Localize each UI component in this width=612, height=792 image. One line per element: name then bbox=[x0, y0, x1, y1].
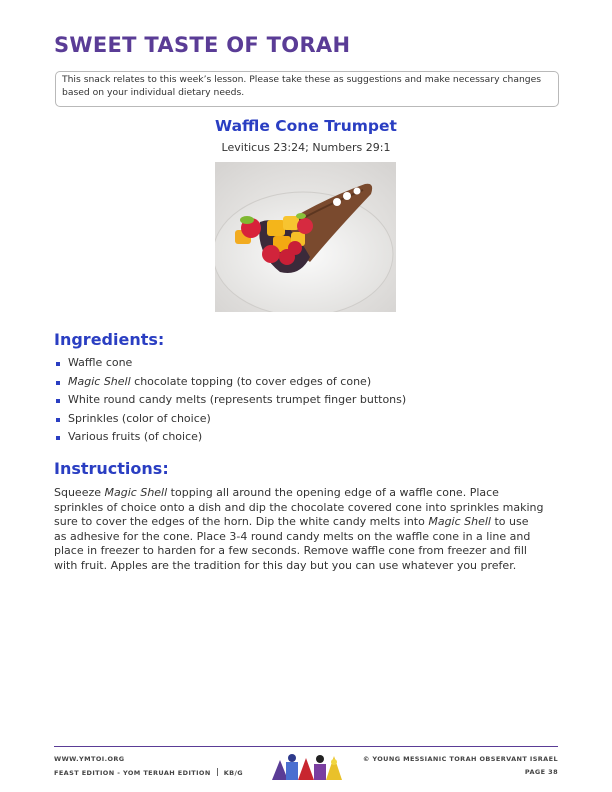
list-item: Waffle cone bbox=[54, 354, 406, 373]
bullet-icon bbox=[56, 399, 60, 403]
list-item: Various fruits (of choice) bbox=[54, 428, 406, 447]
instructions-heading: Instructions: bbox=[54, 459, 169, 478]
footer-divider bbox=[54, 746, 558, 747]
lesson-note-text: This snack relates to this week’s lesson. Please take these as suggestions and make necessary changes based on your individual dietary needs. bbox=[62, 74, 542, 98]
list-item: Sprinkles (color of choice) bbox=[54, 410, 406, 429]
footer-page-number: PAGE 38 bbox=[524, 768, 558, 776]
footer-edition: FEAST EDITION - YOM TERUAH EDITION KB/G bbox=[54, 769, 243, 777]
footer-copyright: © YOUNG MESSIANIC TORAH OBSERVANT ISRAEL bbox=[362, 755, 558, 763]
ingredients-heading: Ingredients: bbox=[54, 330, 165, 349]
list-item: White round candy melts (represents trumpet finger buttons) bbox=[54, 391, 406, 410]
instructions-text: Squeeze Magic Shell topping all around the opening edge of a waffle cone. Place sprinkles of choice onto a dish and dip the chocolate covered cone into sprinkles making sure to cover the edges of the horn. Dip the white candy melts into Magic Shell to use as adhesive for the cone. Place 3-4 round candy melts on the waffle cone in a line and place in freezer to harden for a few seconds. Remove waffle cone from freezer and fill with fruit. Apples are the tradition for this day but you can use whatever you prefer. bbox=[54, 486, 544, 572]
ingredients-list bbox=[54, 354, 406, 447]
list-item: Magic Shell chocolate topping (to cover edges of cone) bbox=[54, 373, 406, 392]
footer-website: WWW.YMTOI.ORG bbox=[54, 755, 125, 763]
lesson-note-box bbox=[55, 71, 559, 107]
footer-separator bbox=[217, 768, 218, 776]
recipe-title: Waffle Cone Trumpet bbox=[215, 117, 397, 135]
bullet-icon bbox=[56, 436, 60, 440]
bullet-icon bbox=[56, 362, 60, 366]
page-title: SWEET TASTE OF TORAH bbox=[54, 33, 351, 57]
bullet-icon bbox=[56, 381, 60, 385]
ymtoi-logo-icon bbox=[268, 752, 348, 782]
scripture-reference: Leviticus 23:24; Numbers 29:1 bbox=[221, 141, 391, 154]
waffle-cone-photo bbox=[215, 162, 396, 312]
bullet-icon bbox=[56, 418, 60, 422]
